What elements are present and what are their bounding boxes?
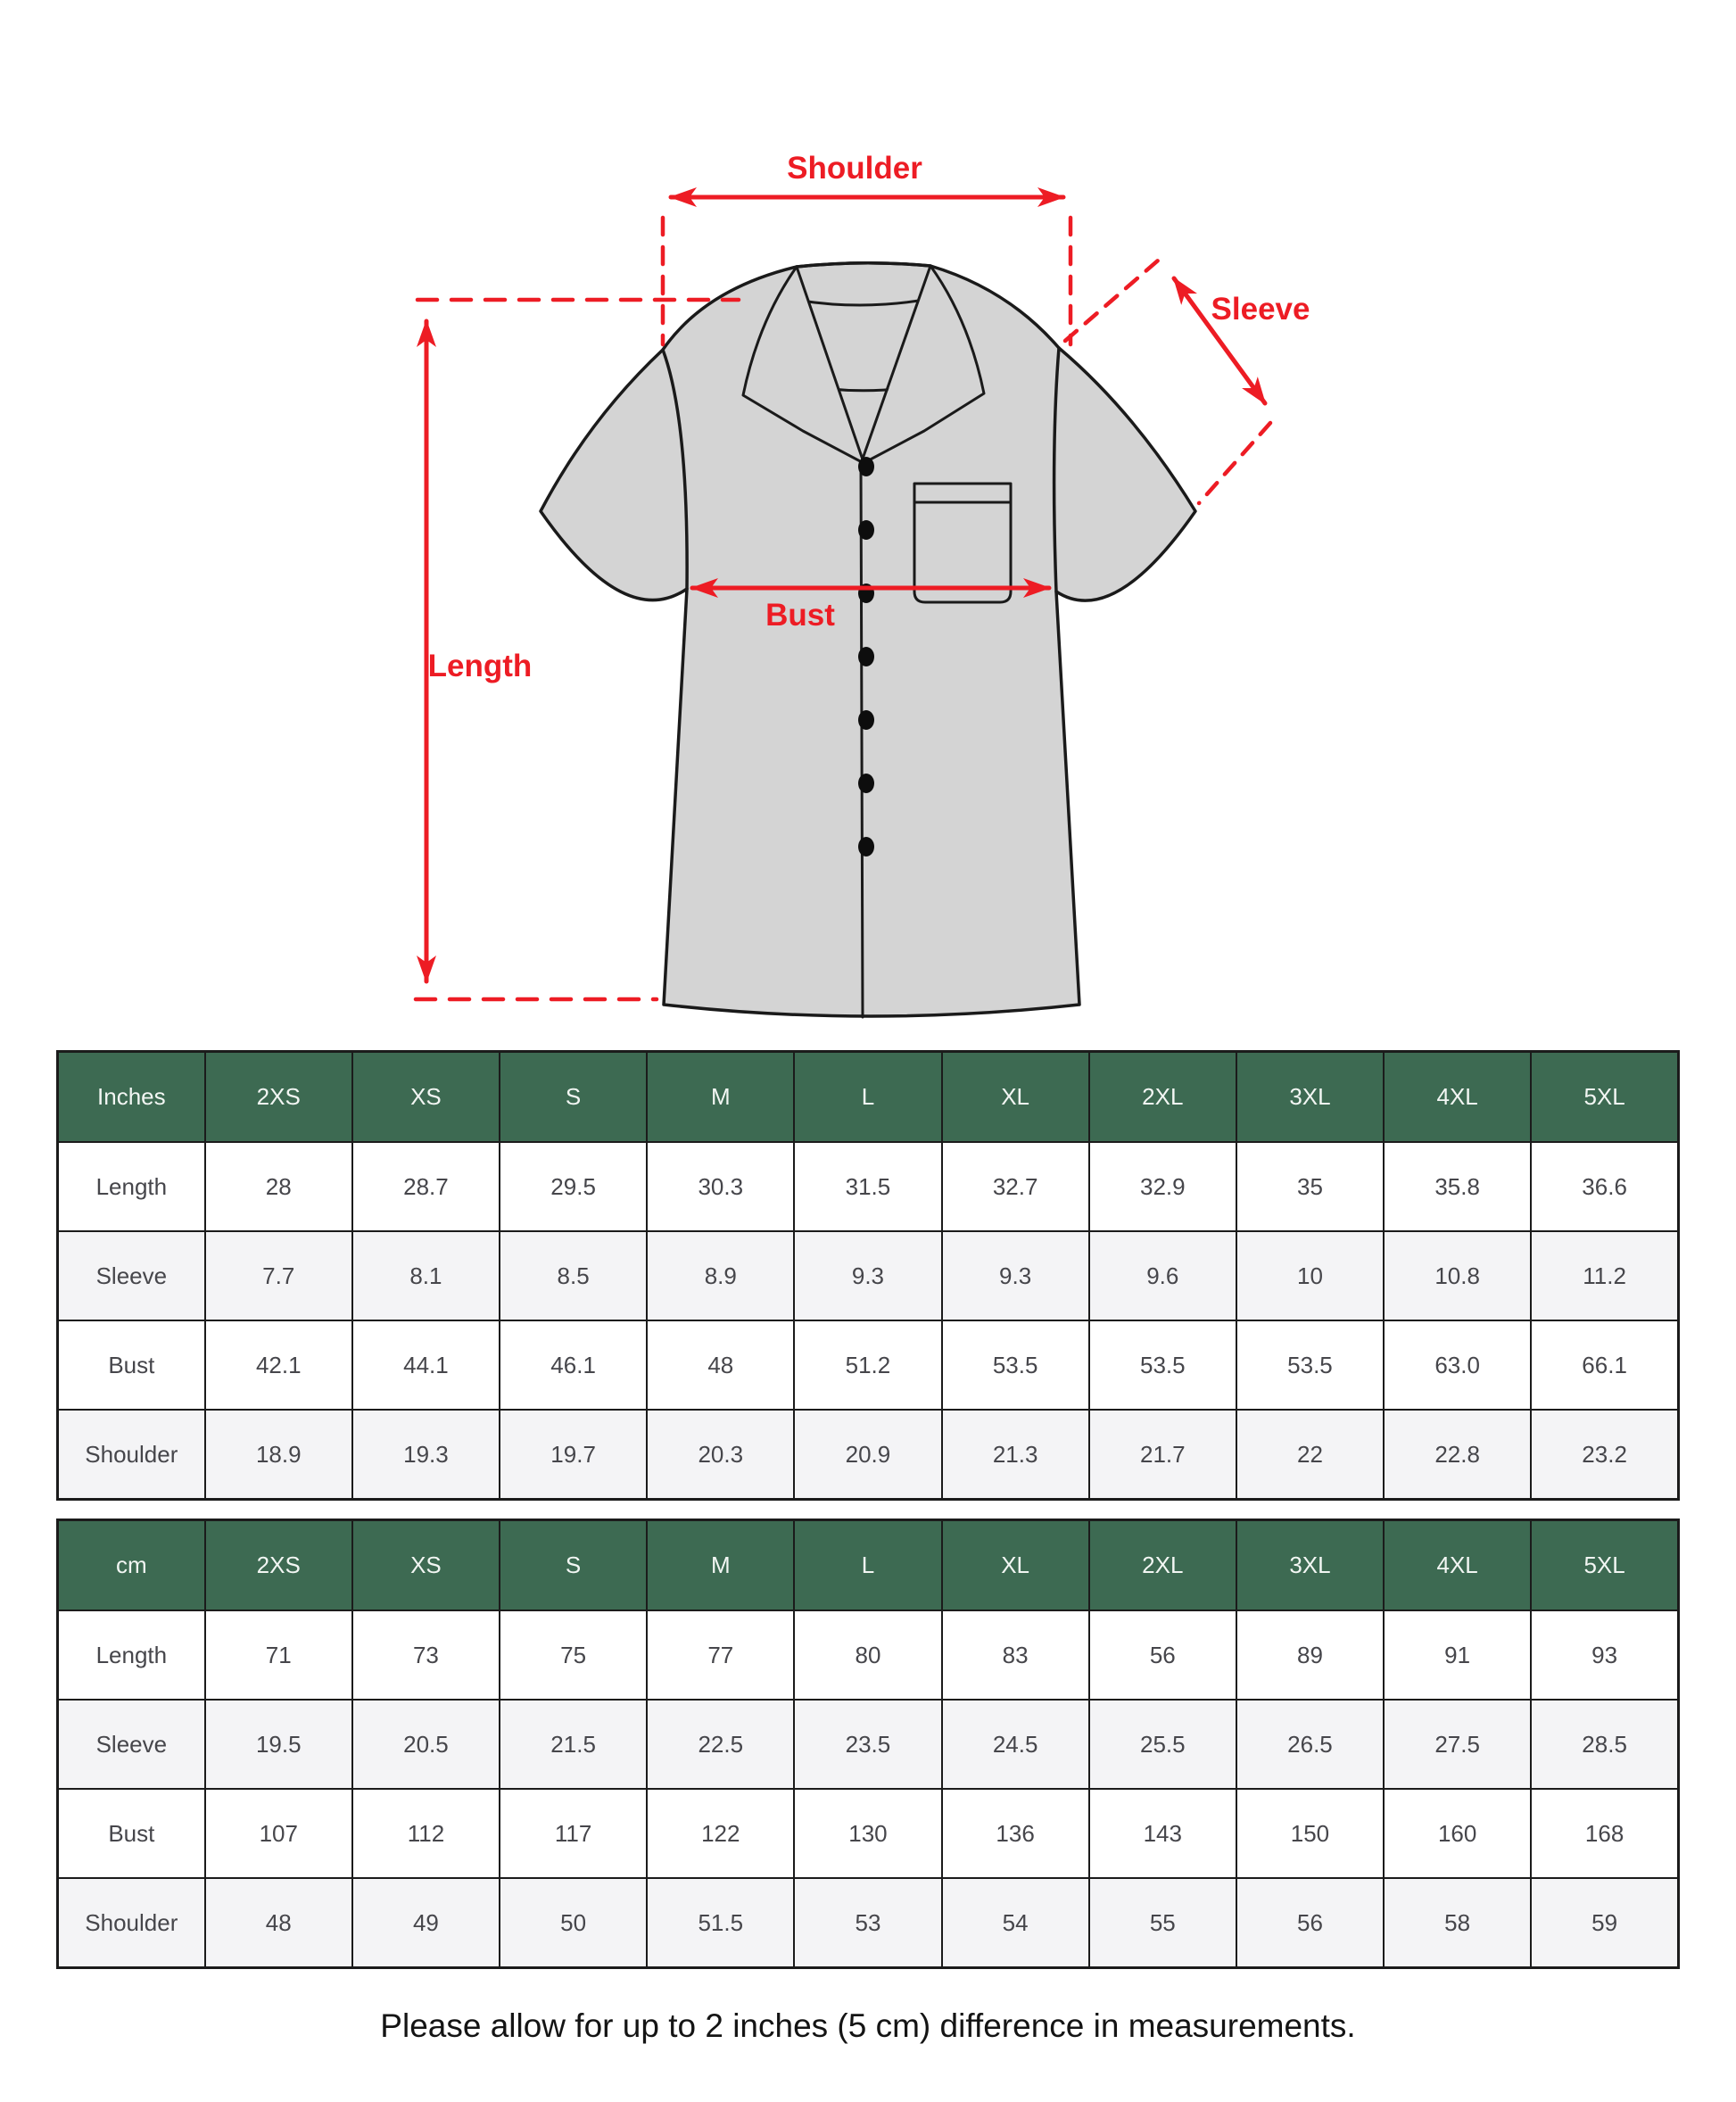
measurement-note: Please allow for up to 2 inches (5 cm) difference in measurements. xyxy=(380,2007,1356,2044)
button xyxy=(858,774,874,793)
measurement-cell: 54 xyxy=(942,1878,1089,1968)
size-header-cell: XL xyxy=(942,1520,1089,1611)
measurement-cell: 8.1 xyxy=(352,1231,500,1320)
measurement-cell: 9.3 xyxy=(942,1231,1089,1320)
measurement-cell: 21.7 xyxy=(1089,1410,1236,1500)
measurement-row xyxy=(58,1610,1679,1700)
size-tables xyxy=(56,1050,1680,1969)
measurement-cell: 23.5 xyxy=(794,1700,941,1789)
measurement-cell: 168 xyxy=(1531,1789,1678,1878)
row-label: Sleeve xyxy=(58,1231,205,1320)
measurement-cell: 112 xyxy=(352,1789,500,1878)
measurement-cell: 32.7 xyxy=(942,1142,1089,1231)
measurement-cell: 25.5 xyxy=(1089,1700,1236,1789)
row-label: Bust xyxy=(58,1320,205,1410)
cm-size-table xyxy=(56,1519,1680,1969)
measurement-cell: 89 xyxy=(1236,1610,1384,1700)
measurement-cell: 59 xyxy=(1531,1878,1678,1968)
measurement-cell: 75 xyxy=(500,1610,647,1700)
sleeve-guide-lower xyxy=(1199,423,1270,503)
measurement-cell: 66.1 xyxy=(1531,1320,1678,1410)
measurement-cell: 8.9 xyxy=(647,1231,794,1320)
measurement-cell: 150 xyxy=(1236,1789,1384,1878)
inches-size-table xyxy=(56,1050,1680,1501)
measurement-cell: 107 xyxy=(205,1789,352,1878)
measurement-cell: 136 xyxy=(942,1789,1089,1878)
bust-label: Bust xyxy=(765,598,835,633)
shirt-silhouette xyxy=(541,263,1195,1016)
size-header-cell: L xyxy=(794,1520,941,1611)
size-header-cell: 5XL xyxy=(1531,1052,1678,1143)
measurement-cell: 49 xyxy=(352,1878,500,1968)
shirt-measurement-diagram xyxy=(0,0,1736,1050)
size-header-cell: 5XL xyxy=(1531,1520,1678,1611)
size-header-cell: XS xyxy=(352,1052,500,1143)
measurement-cell: 143 xyxy=(1089,1789,1236,1878)
measurement-cell: 24.5 xyxy=(942,1700,1089,1789)
measurement-cell: 31.5 xyxy=(794,1142,941,1231)
measurement-cell: 8.5 xyxy=(500,1231,647,1320)
measurement-cell: 42.1 xyxy=(205,1320,352,1410)
measurement-cell: 53.5 xyxy=(942,1320,1089,1410)
measurement-cell: 10.8 xyxy=(1384,1231,1531,1320)
measurement-cell: 63.0 xyxy=(1384,1320,1531,1410)
measurement-cell: 10 xyxy=(1236,1231,1384,1320)
header-row xyxy=(58,1052,1679,1143)
measurement-cell: 77 xyxy=(647,1610,794,1700)
size-header-cell: M xyxy=(647,1052,794,1143)
measurement-cell: 23.2 xyxy=(1531,1410,1678,1500)
size-header-cell: 4XL xyxy=(1384,1520,1531,1611)
measurement-cell: 91 xyxy=(1384,1610,1531,1700)
measurement-cell: 48 xyxy=(205,1878,352,1968)
measurement-cell: 160 xyxy=(1384,1789,1531,1878)
measurement-cell: 32.9 xyxy=(1089,1142,1236,1231)
size-header-cell: L xyxy=(794,1052,941,1143)
measurement-cell: 50 xyxy=(500,1878,647,1968)
measurement-cell: 11.2 xyxy=(1531,1231,1678,1320)
measurement-cell: 44.1 xyxy=(352,1320,500,1410)
measurement-cell: 51.5 xyxy=(647,1878,794,1968)
measurement-row xyxy=(58,1700,1679,1789)
header-row xyxy=(58,1520,1679,1611)
measurement-cell: 28.7 xyxy=(352,1142,500,1231)
row-label: Sleeve xyxy=(58,1700,205,1789)
button xyxy=(858,647,874,666)
measurement-cell: 20.3 xyxy=(647,1410,794,1500)
button xyxy=(858,520,874,540)
shirt-illustration xyxy=(541,263,1195,1017)
measurement-cell: 71 xyxy=(205,1610,352,1700)
row-label: Bust xyxy=(58,1789,205,1878)
unit-header-cell: Inches xyxy=(58,1052,205,1143)
measurement-cell: 117 xyxy=(500,1789,647,1878)
size-header-cell: 3XL xyxy=(1236,1052,1384,1143)
measurement-cell: 56 xyxy=(1236,1878,1384,1968)
size-header-cell: XL xyxy=(942,1052,1089,1143)
measurement-cell: 29.5 xyxy=(500,1142,647,1231)
measurement-cell: 122 xyxy=(647,1789,794,1878)
measurement-cell: 53 xyxy=(794,1878,941,1968)
measurement-row xyxy=(58,1789,1679,1878)
measurement-row xyxy=(58,1878,1679,1968)
measurement-cell: 22.8 xyxy=(1384,1410,1531,1500)
size-header-cell: 2XL xyxy=(1089,1520,1236,1611)
unit-header-cell: cm xyxy=(58,1520,205,1611)
measurement-cell: 28.5 xyxy=(1531,1700,1678,1789)
sleeve-label: Sleeve xyxy=(1211,292,1310,327)
measurement-cell: 9.6 xyxy=(1089,1231,1236,1320)
measurement-cell: 30.3 xyxy=(647,1142,794,1231)
measurement-cell: 28 xyxy=(205,1142,352,1231)
measurement-cell: 48 xyxy=(647,1320,794,1410)
measurement-cell: 73 xyxy=(352,1610,500,1700)
measurement-cell: 18.9 xyxy=(205,1410,352,1500)
shoulder-label: Shoulder xyxy=(787,151,922,186)
measurement-row xyxy=(58,1410,1679,1500)
row-label: Shoulder xyxy=(58,1410,205,1500)
size-header-cell: S xyxy=(500,1052,647,1143)
measurement-cell: 93 xyxy=(1531,1610,1678,1700)
measurement-cell: 9.3 xyxy=(794,1231,941,1320)
button xyxy=(858,457,874,476)
measurement-cell: 19.5 xyxy=(205,1700,352,1789)
measurement-cell: 20.5 xyxy=(352,1700,500,1789)
size-header-cell: 2XL xyxy=(1089,1052,1236,1143)
button xyxy=(858,710,874,730)
measurement-cell: 26.5 xyxy=(1236,1700,1384,1789)
measurement-cell: 51.2 xyxy=(794,1320,941,1410)
measurement-row xyxy=(58,1231,1679,1320)
size-header-cell: XS xyxy=(352,1520,500,1611)
measurement-cell: 46.1 xyxy=(500,1320,647,1410)
measurement-cell: 22 xyxy=(1236,1410,1384,1500)
measurement-cell: 19.3 xyxy=(352,1410,500,1500)
measurement-cell: 21.3 xyxy=(942,1410,1089,1500)
size-header-cell: 2XS xyxy=(205,1520,352,1611)
size-header-cell: 2XS xyxy=(205,1052,352,1143)
measurement-cell: 20.9 xyxy=(794,1410,941,1500)
measurement-cell: 35 xyxy=(1236,1142,1384,1231)
placket-line xyxy=(861,464,863,1017)
measurement-cell: 36.6 xyxy=(1531,1142,1678,1231)
size-header-cell: S xyxy=(500,1520,647,1611)
measurement-cell: 58 xyxy=(1384,1878,1531,1968)
measurement-cell: 83 xyxy=(942,1610,1089,1700)
measurement-cell: 19.7 xyxy=(500,1410,647,1500)
row-label: Shoulder xyxy=(58,1878,205,1968)
measurement-cell: 7.7 xyxy=(205,1231,352,1320)
size-header-cell: 4XL xyxy=(1384,1052,1531,1143)
measurement-cell: 21.5 xyxy=(500,1700,647,1789)
measurement-cell: 130 xyxy=(794,1789,941,1878)
measurement-cell: 22.5 xyxy=(647,1700,794,1789)
measurement-cell: 27.5 xyxy=(1384,1700,1531,1789)
button xyxy=(858,837,874,857)
measurement-cell: 56 xyxy=(1089,1610,1236,1700)
measurement-cell: 53.5 xyxy=(1236,1320,1384,1410)
row-label: Length xyxy=(58,1610,205,1700)
length-label: Length xyxy=(427,649,533,683)
size-header-cell: M xyxy=(647,1520,794,1611)
row-label: Length xyxy=(58,1142,205,1231)
sleeve-guide-upper xyxy=(1065,261,1158,341)
measurement-cell: 80 xyxy=(794,1610,941,1700)
measurement-row xyxy=(58,1142,1679,1231)
measurement-cell: 35.8 xyxy=(1384,1142,1531,1231)
measurement-cell: 53.5 xyxy=(1089,1320,1236,1410)
measurement-cell: 55 xyxy=(1089,1878,1236,1968)
measurement-row xyxy=(58,1320,1679,1410)
size-header-cell: 3XL xyxy=(1236,1520,1384,1611)
